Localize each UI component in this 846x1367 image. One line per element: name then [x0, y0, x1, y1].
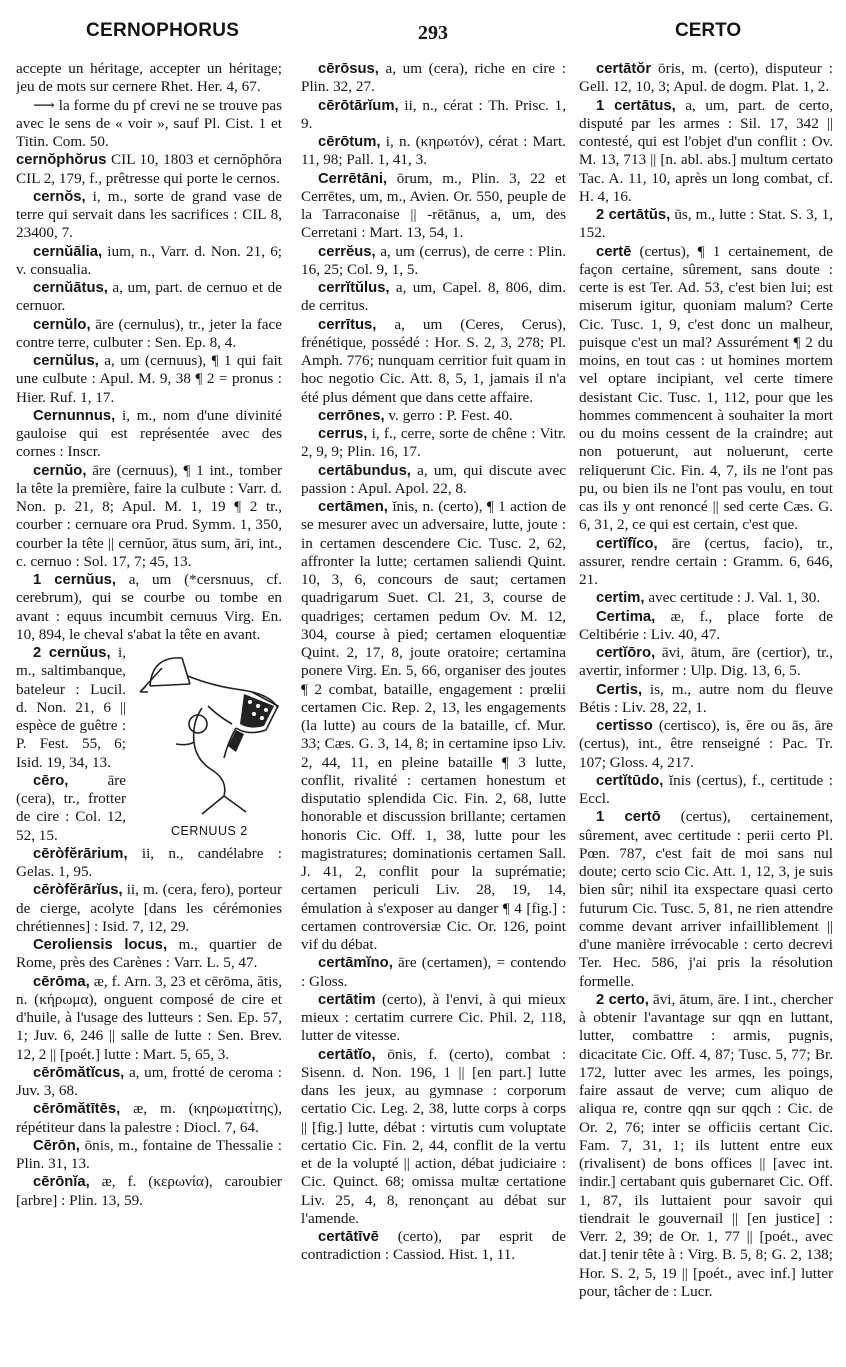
entry-headword: 1 cernŭus,: [33, 572, 116, 588]
dictionary-entry: [16, 973, 282, 1064]
dictionary-entry: [16, 936, 282, 973]
dictionary-entry: [301, 425, 566, 462]
entry-headword: cernŭo,: [33, 462, 87, 479]
illustration-caption: CERNUUS 2: [171, 824, 248, 838]
entry-definition: æ, f., place forte de Celtibérie : Liv. 40, 47.: [579, 607, 833, 643]
entry-definition: CIL 10, 1803 et cernŏphŏra CIL 2, 179, f., prêtresse qui porte le cernos.: [16, 151, 282, 187]
entry-headword: cerrus,: [318, 426, 368, 442]
entry-headword: 1 certātus,: [596, 97, 676, 114]
dictionary-entry: [16, 1173, 282, 1210]
dictionary-entry: [579, 608, 833, 645]
dictionary-entry: [301, 170, 566, 243]
dictionary-entry: [16, 60, 282, 97]
entry-headword: cernŭlus,: [33, 353, 99, 369]
dictionary-entry: [579, 991, 833, 1301]
entry-definition: a, um, qui discute avec passion : Apul. Apol. 22, 8.: [301, 461, 566, 497]
entry-headword: cērōmătĭcus,: [33, 1064, 125, 1081]
entry-definition: ōrum, m., Plin. 3, 22 et Cerrētes, um, m., Avien. Or. 550, peuple de la Tarraconaise || -rētānus, a, um, des Cerretani : Mart. 13, 54, 1.: [301, 169, 566, 242]
entry-definition: a, um (cerrus), de cerre : Plin. 16, 25; Col. 9, 1, 5.: [301, 242, 566, 278]
entry-definition: a, um (cernuus), ¶ 1 qui fait une culbute : Apul. M. 9, 38 ¶ 2 = pronus : Hier. Ruf. 1, 17.: [16, 352, 282, 406]
entry-definition: āvi, ātum, āre. I int., chercher à obtenir l'avantage sur qqn en luttant, lutter, combattre : armis, pugnis, dicacitate Cic. Off. 4, 87; Tusc. 5, 77; Br. 172, lutter avec les armes, les poings, faire assaut de verve; cum aliquo de aliqua re, contre qqn sur qqch : Cic. de Or. 2, 76; inter se officiis certant Cic. Fam. 7, 31, 1; ils luttent entre eux (rivalisent) de bons offices || [avec int. indir.] certabant quis gubernaret Cic. Off. 1, 87, ils luttaient pour savoir qui tiendrait le gouvernail || [en justice] : Verr. 2, 39; de Or. 1, 77 || [poét., avec dat.] tenir tête à : Virg. B. 5, 8; G. 2, 138; Hor. S. 2, 5, 19 || [poét., avec inf.] lutter pour, tâcher de : Lucr.: [579, 990, 833, 1300]
entry-definition: i, n. (κηρωτόν), cérat : Mart. 11, 98; Pall. 1, 41, 3.: [301, 133, 566, 169]
entry-definition: ii, n., cérat : Th. Prisc. 1, 9.: [301, 96, 566, 132]
entry-headword: cērōma,: [33, 973, 90, 990]
entry-definition: (certisco), is, ĕre ou ās, āre (certus), int., être renseigné : Pac. Tr. 107; Gloss. 4, 217.: [579, 717, 833, 771]
entry-definition: is, m., autre nom du fleuve Bétis : Liv. 28, 22, 1.: [579, 680, 833, 716]
entry-headword: 1 certō: [596, 809, 661, 826]
dictionary-column-1: [16, 60, 282, 1360]
entry-headword: cernŭātus,: [33, 280, 108, 296]
dictionary-entry: [16, 279, 282, 316]
dictionary-entry: [301, 991, 566, 1046]
dictionary-entry: [579, 589, 833, 607]
dictionary-column-3: [579, 60, 833, 1360]
dictionary-entry: [301, 1046, 566, 1229]
dictionary-entry: [301, 60, 566, 97]
acrobat-illustration: [132, 646, 282, 842]
dictionary-entry: [16, 316, 282, 353]
entry-definition: a, um (cera), riche en cire : Plin. 32, 27.: [301, 60, 566, 96]
entry-definition: æ, f. (κερωνία), caroubier [arbre] : Plin. 13, 59.: [16, 1173, 282, 1209]
entry-definition: ōris, m. (certo), disputeur : Gell. 12, 10, 3; Apul. de dogm. Plat. 1, 2.: [579, 60, 833, 96]
entry-headword: cerrĕus,: [318, 243, 376, 260]
entry-headword: certĭfĭco,: [596, 535, 658, 552]
dictionary-entry: [16, 97, 282, 152]
dictionary-entry: [301, 498, 566, 954]
entry-definition: (certo), par esprit de contradiction : Cassiod. Hist. 1, 11.: [301, 1228, 566, 1264]
dictionary-entry: [579, 644, 833, 681]
entry-headword: cerrĭtŭlus,: [318, 280, 390, 296]
entry-definition: āre (cera), tr., frotter de cire : Col. 12, 52, 15.: [16, 771, 126, 844]
entry-definition: ōnis, m., fontaine de Thessalie : Plin. 31, 13.: [16, 1136, 282, 1172]
entry-headword: cērōmătītēs,: [33, 1101, 121, 1118]
dictionary-entry: [16, 1100, 282, 1137]
entry-headword: certātĭo,: [318, 1046, 376, 1063]
entry-headword: Certima,: [596, 608, 656, 625]
entry-definition: i, m., nom d'une divinité gauloise qui est représentée avec des cornes : Inscr.: [16, 406, 282, 461]
dictionary-entry: [16, 151, 282, 188]
dictionary-entry: [16, 881, 282, 936]
entry-headword: certim,: [596, 590, 645, 607]
entry-definition: ium, n., Varr. d. Non. 21, 6; v. consualia.: [16, 242, 282, 278]
entry-headword: cernŭlo,: [33, 316, 91, 333]
dictionary-entry: [579, 772, 833, 809]
page-number: 293: [418, 22, 448, 44]
entry-definition: ⟶ la forme du pf crevi ne se trouve pas avec le sens de « voir », sauf Pl. Cist. 1 et Titin. Com. 50.: [16, 96, 282, 150]
entry-headword: cērōnĭa,: [33, 1174, 90, 1191]
dictionary-entry: [16, 407, 282, 462]
entry-definition: a, um, Capel. 8, 806, dim. de cerritus.: [301, 279, 566, 315]
dictionary-entry: [16, 1064, 282, 1101]
dictionary-entry: [16, 188, 282, 243]
left-running-head: CERNOPHORUS: [86, 20, 240, 41]
entry-headword: cērōtum,: [318, 134, 381, 150]
dictionary-entry: [579, 535, 833, 590]
entry-headword: cerrōnes,: [318, 407, 385, 424]
dictionary-entry: [16, 845, 282, 882]
dictionary-entry: [301, 316, 566, 407]
entry-headword: Cernunnus,: [33, 407, 116, 424]
entry-headword: Certis,: [596, 681, 643, 698]
entry-headword: Ceroliensis locus,: [33, 937, 168, 953]
entry-headword: cēròfĕrārium,: [33, 845, 128, 862]
entry-headword: certābundus,: [318, 462, 411, 479]
dictionary-entry: [579, 681, 833, 718]
dictionary-entry: [301, 407, 566, 425]
entry-definition: āre (cernulus), tr., jeter la face contre terre, culbuter : Sen. Ep. 8, 4.: [16, 315, 282, 351]
entry-definition: v. gerro : P. Fest. 40.: [388, 406, 513, 424]
entry-definition: a, um (*cersnuus, cf. cerebrum), qui se courbe ou tombe en avant : equus incumbit cernuus Virg. En. 10, 894, le cheval s'abat la tête en avant.: [16, 571, 282, 643]
entry-definition: ii, n., candélabre : Gelas. 1, 95.: [16, 844, 282, 880]
entry-headword: 2 certātŭs,: [596, 207, 671, 223]
dictionary-entry: [16, 571, 282, 644]
entry-definition: a, um, part. de cernuo et de cernuor.: [16, 279, 282, 315]
right-running-head: CERTO: [675, 20, 742, 41]
dictionary-entry: [301, 133, 566, 170]
entry-headword: cērōsus,: [318, 61, 379, 77]
entry-definition: ĭnis, n. (certo), ¶ 1 action de se mesurer avec un adversaire, lutte, joute : in certamen descendere Cic. Tusc. 2, 62, affronter la lutte; certamen saliendi Quint. 10, 3, 6, concours de saut; certamen quadrigarum Suet. Cl. 21, 3, course de quadriges; certamen pedum Ov. M. 12, 304, course à pied; certamen eloquentiæ Quint. 2, 17, 8, joute oratoire; certamina ponere Virg. En. 5, 66, organiser des joutes ¶ 2 combat, bataille, engagement : prœlii certamen Cic. Rep. 2, 13, les engagements (la lutte) au cours de la bataille, cf. Mur. 33; Cæs. G. 3, 14, 8; in certamine ipso Liv. 2, 44, 11, en pleine bataille ¶ 3 lutte, conflit, rivalité : certamen honestum et disputatio splendida Cic. Fin. 2, 68, lutte honorable et discussion brillante; certamen honoris Cic. Off. 1, 38, lutte pour les magistratures; dominationis certamen Sall. J. 41, 2, conflit pour la suprématie; certamen periculi Liv. 28, 19, 14, émulation à s'exposer au danger ¶ 4 [fig.] : certamen controversiæ Cic. Or. 126, point vif du débat.: [301, 498, 566, 953]
entry-definition: āre (certus, facio), tr., assurer, rendre certain : Gramm. 6, 646, 21.: [579, 534, 833, 588]
entry-headword: certĭōro,: [596, 645, 656, 661]
entry-definition: æ, m. (κηρωματίτης), répétiteur dans la palestre : Diocl. 7, 64.: [16, 1100, 282, 1136]
entry-definition: i, m., sorte de grand vase de terre qui servait dans les sacrifices : CIL 8, 23400, 7.: [16, 187, 282, 242]
entry-headword: Cērōn,: [33, 1137, 80, 1154]
entry-headword: certisso: [596, 718, 653, 734]
entry-definition: ĭnis (certus), f., certitude : Eccl.: [579, 771, 833, 807]
entry-headword: cerrītus,: [318, 316, 377, 333]
entry-headword: cernŭālia,: [33, 243, 103, 260]
entry-definition: i, f., cerre, sorte de chêne : Vitr. 2, 9, 9; Plin. 16, 17.: [301, 425, 566, 461]
entry-definition: āre (cernuus), ¶ 1 int., tomber la tête la première, faire la culbute : Varr. d. Non. p. 21, 8; Apul. M. 1, 19 ¶ 2 tr., courber : cernuare ora Prud. Symm. 1, 350, courber la tête || cernŭor, ātus sum, āri, int., c. cernuo : Sol. 17, 7; 45, 13.: [16, 461, 282, 570]
entry-definition: (certus), certainement, sûrement, avec certitude : perii certo Pl. Pœn. 787, c'est fait de moi sans nul doute; certo scio Cic. Att. 1, 12, 3, je suis bien sûr; nihil ita exspectare quasi certo futurum Cic. Tusc. 5, 81, ne rien attendre comme devant arriver infailliblement || d'une manière irrévocable : certo decrevi Ter. Hec. 586, j'ai pris la résolution formelle.: [579, 808, 833, 990]
dictionary-entry: [16, 462, 282, 572]
dictionary-entry: [16, 243, 282, 280]
dictionary-entry: [301, 97, 566, 134]
dictionary-column-2: [301, 60, 566, 1360]
entry-definition: āre (certamen), = contendo : Gloss.: [301, 954, 566, 990]
dictionary-entry: [16, 1137, 282, 1174]
entry-definition: ii, m. (cera, fero), porteur de cierge, acolyte [dans les cérémonies chrétiennes] : Isid. 7, 12, 29.: [16, 881, 282, 935]
dictionary-entry: [16, 352, 282, 407]
entry-headword: certāmĭno,: [318, 955, 393, 972]
entry-headword: cēro,: [33, 772, 69, 789]
entry-definition: æ, f. Arn. 3, 23 et cērōma, ătis, n. (κήρωμα), onguent composé de cire et d'huile, à l'usage des lutteurs : Sen. Ep. 57, 1; Juv. 6, 246 || salle de lutte : Sen. Brev. 12, 2 || [poét.] lutte : Mart. 5, 65, 3.: [16, 972, 282, 1063]
entry-headword: cēròfĕrārĭus,: [33, 882, 123, 899]
entry-definition: (certus), ¶ 1 certainement, de façon certaine, sûrement, sans doute : certe is est Ter. Ad. 53, c'est bien lui; est miserum igitur, quoniam malum? Certe Cic. Tusc. 1, 9, c'est donc un malheur, puisque c'est un mal? Assurément ¶ 2 du moins, en tout cas : ut homines mortem vel optare incipiant, vel certe timere desistant Cic. Tusc. 1, 112, pour que les hommes commencent à souhaiter la mort ou du moins cessent de la craindre; aut non potuerunt, aut noluerunt, certe reliquerunt Cic. Fin. 4, 7, ils ne l'ont pas pu, ou bien ils ne l'ont pas voulu, en tout cas ils y ont renoncé || sed certe Cæs. G. 6, 31, 2, ce qui est certain, c'est que.: [579, 242, 833, 534]
entry-headword: Cerrētāni,: [318, 170, 388, 187]
dictionary-entry: [579, 717, 833, 772]
dictionary-entry: [579, 206, 833, 243]
entry-headword: certātim: [318, 991, 376, 1008]
entry-definition: i, m., saltimbanque, bateleur : Lucil. d. Non. 21, 6 || espèce de guêtre : P. Fest. 55, 6; Isid. 19, 34, 13.: [16, 644, 126, 771]
dictionary-entry: [301, 243, 566, 280]
entry-definition: m., quartier de Rome, près des Carènes : Varr. L. 5, 47.: [16, 936, 282, 972]
dictionary-entry: [579, 243, 833, 535]
dictionary-entry: [579, 97, 833, 207]
entry-definition: āvi, ātum, āre (certior), tr., avertir, informer : Ulp. Dig. 13, 6, 5.: [579, 644, 833, 680]
entry-definition: a, um (Ceres, Cerus), frénétique, possédé : Hor. S. 2, 3, 278; Pl. Amph. 776; nunquam cerritior fuit quam in hoc negotio Cic. Att. 8, 5, 1, jamais il n'a été plus dément que dans cette affaire.: [301, 315, 566, 406]
dictionary-entry: [579, 60, 833, 97]
dictionary-entry: [301, 462, 566, 499]
dictionary-entry: [301, 1228, 566, 1265]
entry-definition: (certo), à l'envi, à qui mieux mieux : certatim currere Cic. Phil. 2, 118, lutter de vitesse.: [301, 990, 566, 1045]
entry-definition: a, um, frotté de ceroma : Juv. 3, 68.: [16, 1063, 282, 1099]
dictionary-entry: [301, 954, 566, 991]
entry-headword: cernŏphŏrus: [16, 152, 107, 169]
dictionary-entry: [579, 808, 833, 991]
entry-definition: ūs, m., lutte : Stat. S. 3, 1, 152.: [579, 206, 833, 242]
entry-definition: ōnis, f. (certo), combat : Sisenn. d. Non. 196, 1 || [en part.] lutte dans les jeux, au gymnase : corporum certatio Cic. Leg. 2, 38, lutte corps à corps || [fig.] lutte, débat : virtutis cum voluptate certatio Cic. Fin. 2, 44, conflit de la vertu et de la volupté || action, débat judiciaire : Cic. Quinct. 68; omissa multæ certatione Liv. 25, 4, 8, renonçant au débat sur l'amende.: [301, 1045, 566, 1227]
entry-headword: cernŏs,: [33, 188, 86, 205]
entry-headword: certĭtūdo,: [596, 772, 664, 789]
entry-definition: avec certitude : J. Val. 1, 30.: [648, 589, 821, 607]
entry-headword: certātīvē: [318, 1229, 379, 1245]
entry-headword: cērōtārĭum,: [318, 97, 399, 114]
dictionary-entry: [301, 279, 566, 316]
acrobat-drawing: [132, 646, 282, 821]
entry-definition: a, um, part. de certo, disputé par les armes : Sil. 17, 342 || contesté, qui est l'objet d'un conflit : Ov. M. 13, 713 || [n. abl. abs.] multum certato Tac. A. 11, 10, après un long combat, cf. H. 4, 16.: [579, 96, 833, 205]
entry-headword: certāmen,: [318, 499, 388, 515]
entry-headword: certē: [596, 243, 632, 260]
entry-headword: certātŏr: [596, 61, 652, 77]
entry-headword: 2 cernŭus,: [33, 645, 111, 661]
page-header: [0, 20, 846, 50]
entry-definition: accepte un héritage, accepter un héritage; jeu de mots sur cernere Rhet. Her. 4, 67.: [16, 60, 282, 96]
entry-headword: 2 certo,: [596, 991, 649, 1008]
